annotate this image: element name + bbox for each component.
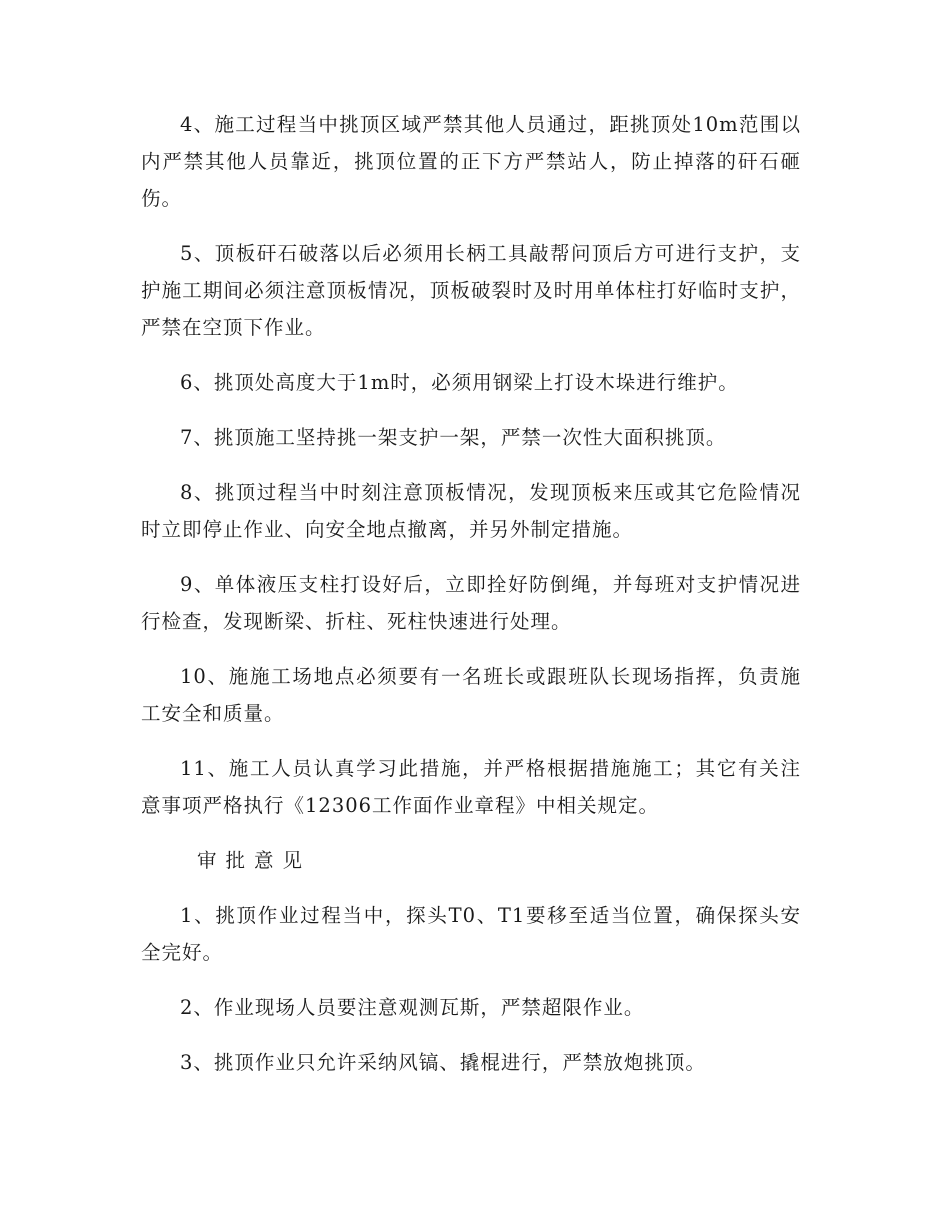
approval-item-3: 3、挑顶作业只允许采纳风镐、撬棍进行，严禁放炮挑顶。 (180, 1051, 706, 1074)
measure-item-6: 6、挑顶处高度大于1m时，必须用钢梁上打设木垛进行维护。 (180, 371, 739, 394)
measure-item-4: 4、施工过程当中挑顶区域严禁其他人员通过，距挑顶处10m范围以内严禁其他人员靠近，挑顶位置的正下方严禁站人，防止掉落的矸石砸伤。 (141, 113, 801, 210)
measure-item-9: 9、单体液压支柱打设好后，立即拴好防倒绳，并每班对支护情况进行检查，发现断梁、折柱、死柱快速进行处理。 (141, 573, 801, 633)
measure-item-10: 10、施施工场地点必须要有一名班长或跟班队长现场指挥，负责施工安全和质量。 (141, 665, 801, 725)
document-body (141, 106, 801, 1099)
approval-heading: 审批意见 (197, 849, 312, 872)
measure-item-11: 11、施工人员认真学习此措施，并严格根据措施施工；其它有关注意事项严格执行《12306工作面作业章程》中相关规定。 (141, 757, 801, 817)
measure-item-8: 8、挑顶过程当中时刻注意顶板情况，发现顶板来压或其它危险情况时立即停止作业、向安全地点撤离，并另外制定措施。 (141, 481, 801, 541)
approval-item-1: 1、挑顶作业过程当中，探头T0、T1要移至适当位置，确保探头安全完好。 (141, 904, 801, 964)
measure-item-5: 5、顶板矸石破落以后必须用长柄工具敲帮问顶后方可进行支护，支护施工期间必须注意顶板情况，顶板破裂时及时用单体柱打好临时支护，严禁在空顶下作业。 (141, 242, 801, 339)
approval-item-2: 2、作业现场人员要注意观测瓦斯，严禁超限作业。 (180, 996, 645, 1019)
measure-item-7: 7、挑顶施工坚持挑一架支护一架，严禁一次性大面积挑顶。 (180, 426, 727, 449)
